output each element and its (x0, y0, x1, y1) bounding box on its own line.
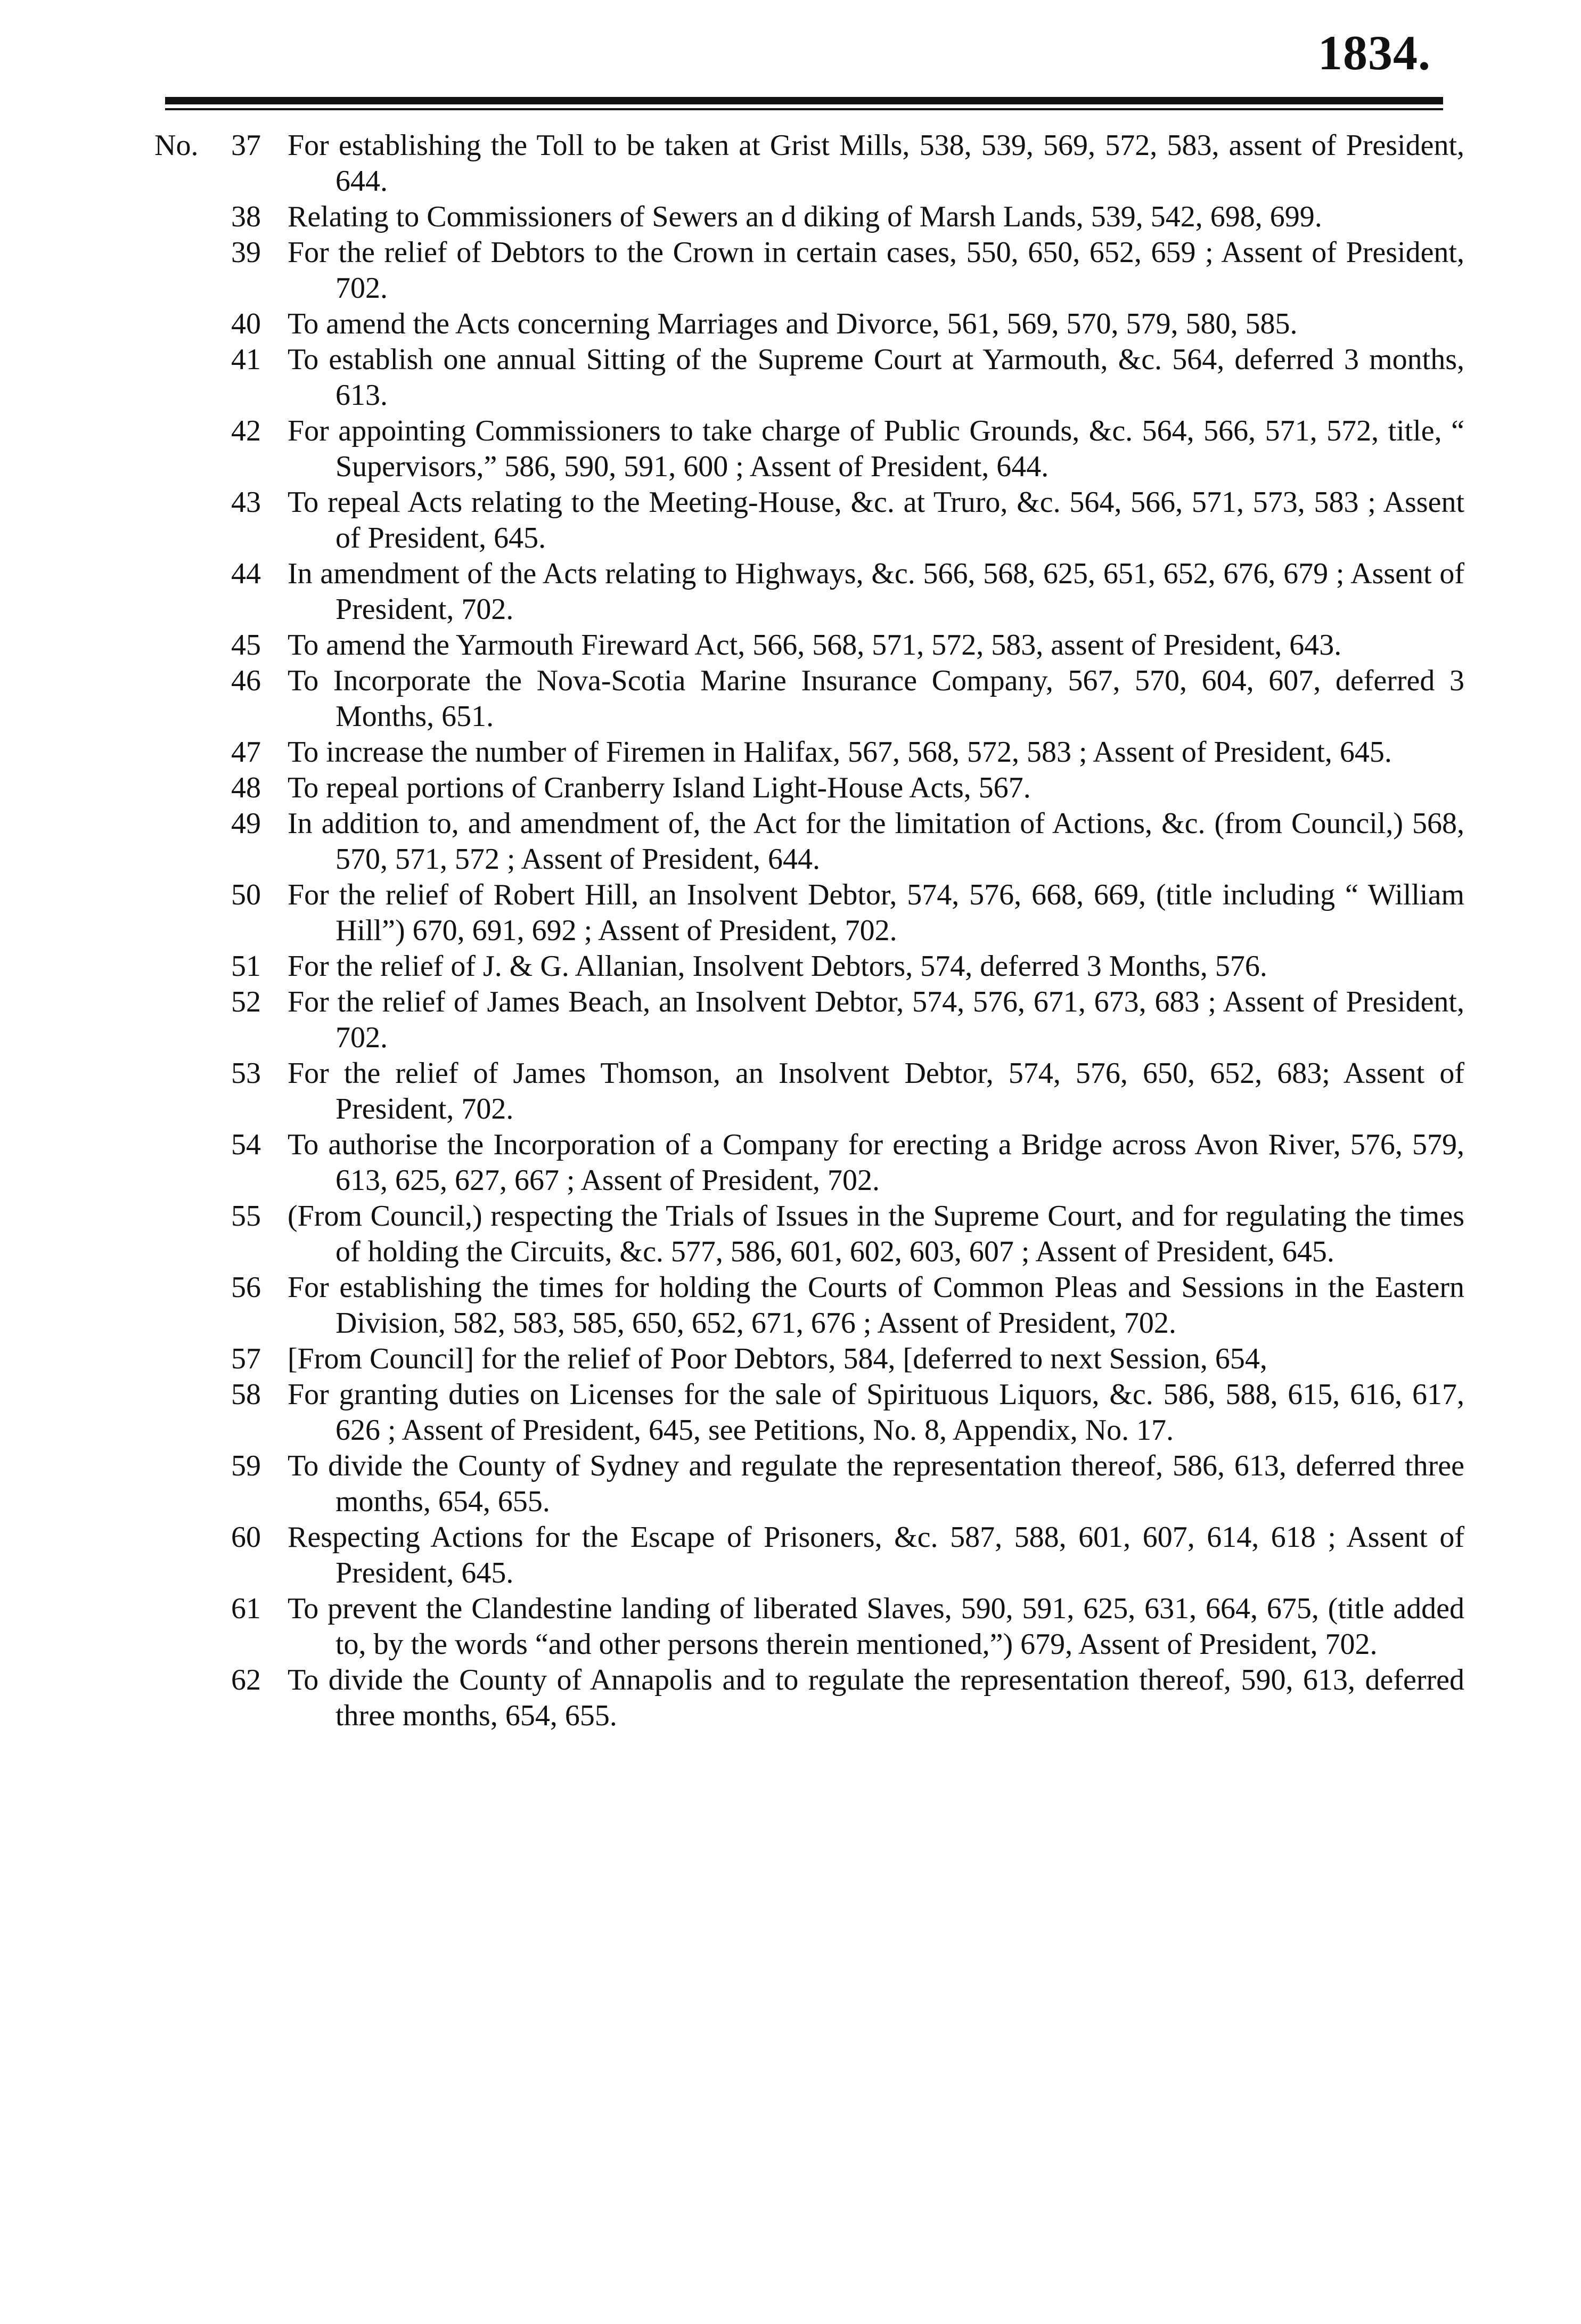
bill-description: For appointing Commissioners to take charge of Public Grounds, &c. 564, 566, 571, 572, title, “ Supervisors,” 586, 590, 591, 600 ; Assent of President, 644. (288, 414, 1464, 483)
bill-description: To increase the number of Firemen in Halifax, 567, 568, 572, 583 ; Assent of President, 645. (288, 736, 1392, 769)
bill-number: 57 (231, 1342, 261, 1375)
bill-description: Relating to Commissioners of Sewers an d diking of Marsh Lands, 539, 542, 698, 699. (288, 200, 1322, 233)
bill-description: In amendment of the Acts relating to Highways, &c. 566, 568, 625, 651, 652, 676, 679 ; Assent of President, 702. (288, 557, 1464, 626)
bill-description: For granting duties on Licenses for the sale of Spirituous Liquors, &c. 586, 588, 615, 616, 617, 626 ; Assent of President, 645, see Petitions, No. 8, Appendix, No. 17. (288, 1378, 1464, 1447)
bill-entry (154, 413, 1464, 485)
bill-entry (154, 199, 1464, 235)
bill-number: 60 (231, 1521, 261, 1554)
bill-description: For the relief of Robert Hill, an Insolvent Debtor, 574, 576, 668, 669, (title including “ William Hill”) 670, 691, 692 ; Assent of President, 702. (288, 878, 1464, 947)
bill-entry (154, 735, 1464, 770)
bill-description: To repeal portions of Cranberry Island Light-House Acts, 567. (288, 771, 1031, 804)
bill-entry (154, 1341, 1464, 1377)
bill-entry (154, 128, 1464, 199)
bill-entry (154, 949, 1464, 984)
bill-number: 62 (231, 1664, 261, 1697)
bill-entry (154, 306, 1464, 342)
bill-description: To divide the County of Sydney and regulate the representation thereof, 586, 613, deferred three months, 654, 655. (288, 1449, 1464, 1518)
entry-list (154, 128, 1464, 1734)
bill-description: In addition to, and amendment of, the Act for the limitation of Actions, &c. (from Council,) 568, 570, 571, 572 ; Assent of President, 644. (288, 807, 1464, 876)
bill-number: 40 (231, 307, 261, 340)
bill-number: 47 (231, 736, 261, 769)
bill-description: To establish one annual Sitting of the Supreme Court at Yarmouth, &c. 564, deferred 3 months, 613. (288, 343, 1464, 412)
header-rule-thin (165, 108, 1443, 110)
bill-number: 50 (231, 878, 261, 911)
bill-description: To amend the Acts concerning Marriages and Divorce, 561, 569, 570, 579, 580, 585. (288, 307, 1298, 340)
bill-description: To divide the County of Annapolis and to regulate the representation thereof, 590, 613, deferred three months, 654, 655. (288, 1664, 1464, 1732)
bill-entry (154, 1377, 1464, 1448)
bill-number: 59 (231, 1449, 261, 1482)
bill-number: 42 (231, 414, 261, 447)
bill-description: For the relief of Debtors to the Crown in certain cases, 550, 650, 652, 659 ; Assent of President, 702. (288, 236, 1464, 305)
bill-entry (154, 770, 1464, 806)
bill-entry (154, 1448, 1464, 1520)
bill-entry (154, 627, 1464, 663)
bill-entry (154, 984, 1464, 1056)
bill-description: For the relief of J. & G. Allanian, Insolvent Debtors, 574, deferred 3 Months, 576. (288, 950, 1267, 983)
bill-entry (154, 806, 1464, 877)
bill-entry (154, 485, 1464, 556)
bill-description: [From Council] for the relief of Poor Debtors, 584, [deferred to next Session, 654, (288, 1342, 1267, 1375)
bill-number: 49 (231, 807, 261, 840)
bill-number: 41 (231, 343, 261, 376)
bill-number: 52 (231, 985, 261, 1018)
bill-number: 46 (231, 664, 261, 697)
bill-number: 43 (231, 486, 261, 519)
bill-description: To prevent the Clandestine landing of liberated Slaves, 590, 591, 625, 631, 664, 675, (title added to, by the words “and other persons therein mentioned,”) 679, Assent of President, 702. (288, 1592, 1464, 1661)
bill-number: 38 (231, 200, 261, 233)
bill-entry (154, 1270, 1464, 1341)
bill-entry (154, 342, 1464, 413)
page-year: 1834. (1318, 26, 1431, 80)
bill-entry (154, 1520, 1464, 1591)
bill-entry (154, 1591, 1464, 1662)
bill-description: Respecting Actions for the Escape of Prisoners, &c. 587, 588, 601, 607, 614, 618 ; Assent of President, 645. (288, 1521, 1464, 1589)
bill-entry (154, 1662, 1464, 1734)
bill-entry (154, 1127, 1464, 1198)
bill-number: 37 (231, 129, 261, 162)
bill-entry (154, 1056, 1464, 1127)
bill-description: For the relief of James Beach, an Insolvent Debtor, 574, 576, 671, 673, 683 ; Assent of President, 702. (288, 985, 1464, 1054)
bill-number: 58 (231, 1378, 261, 1411)
bill-number: 51 (231, 950, 261, 983)
bill-description: (From Council,) respecting the Trials of Issues in the Supreme Court, and for regulating the times of holding the Circuits, &c. 577, 586, 601, 602, 603, 607 ; Assent of President, 645. (288, 1200, 1464, 1268)
bill-number: 61 (231, 1592, 261, 1625)
bill-number: 48 (231, 771, 261, 804)
entry-prefix: No. (154, 129, 199, 162)
bill-number: 44 (231, 557, 261, 590)
bill-description: To authorise the Incorporation of a Company for erecting a Bridge across Avon River, 576, 579, 613, 625, 627, 667 ; Assent of President, 702. (288, 1128, 1464, 1197)
bill-entry (154, 235, 1464, 306)
bill-description: To repeal Acts relating to the Meeting-House, &c. at Truro, &c. 564, 566, 571, 573, 583 ; Assent of President, 645. (288, 486, 1464, 555)
bill-number: 55 (231, 1200, 261, 1233)
bill-number: 56 (231, 1271, 261, 1304)
bill-number: 53 (231, 1057, 261, 1090)
bill-description: For establishing the Toll to be taken at Grist Mills, 538, 539, 569, 572, 583, assent of President, 644. (288, 129, 1464, 198)
bill-number: 39 (231, 236, 261, 269)
bill-number: 45 (231, 629, 261, 662)
bill-entry (154, 877, 1464, 949)
bill-description: For establishing the times for holding the Courts of Common Pleas and Sessions in the Eastern Division, 582, 583, 585, 650, 652, 671, 676 ; Assent of President, 702. (288, 1271, 1464, 1340)
bill-description: To amend the Yarmouth Fireward Act, 566, 568, 571, 572, 583, assent of President, 643. (288, 629, 1342, 662)
bill-description: To Incorporate the Nova-Scotia Marine Insurance Company, 567, 570, 604, 607, deferred 3 Months, 651. (288, 664, 1464, 733)
bill-description: For the relief of James Thomson, an Insolvent Debtor, 574, 576, 650, 652, 683; Assent of President, 702. (288, 1057, 1464, 1126)
bill-entry (154, 1198, 1464, 1270)
bill-entry (154, 663, 1464, 735)
bill-number: 54 (231, 1128, 261, 1161)
header-rule-thick (165, 97, 1443, 104)
bill-entry (154, 556, 1464, 627)
